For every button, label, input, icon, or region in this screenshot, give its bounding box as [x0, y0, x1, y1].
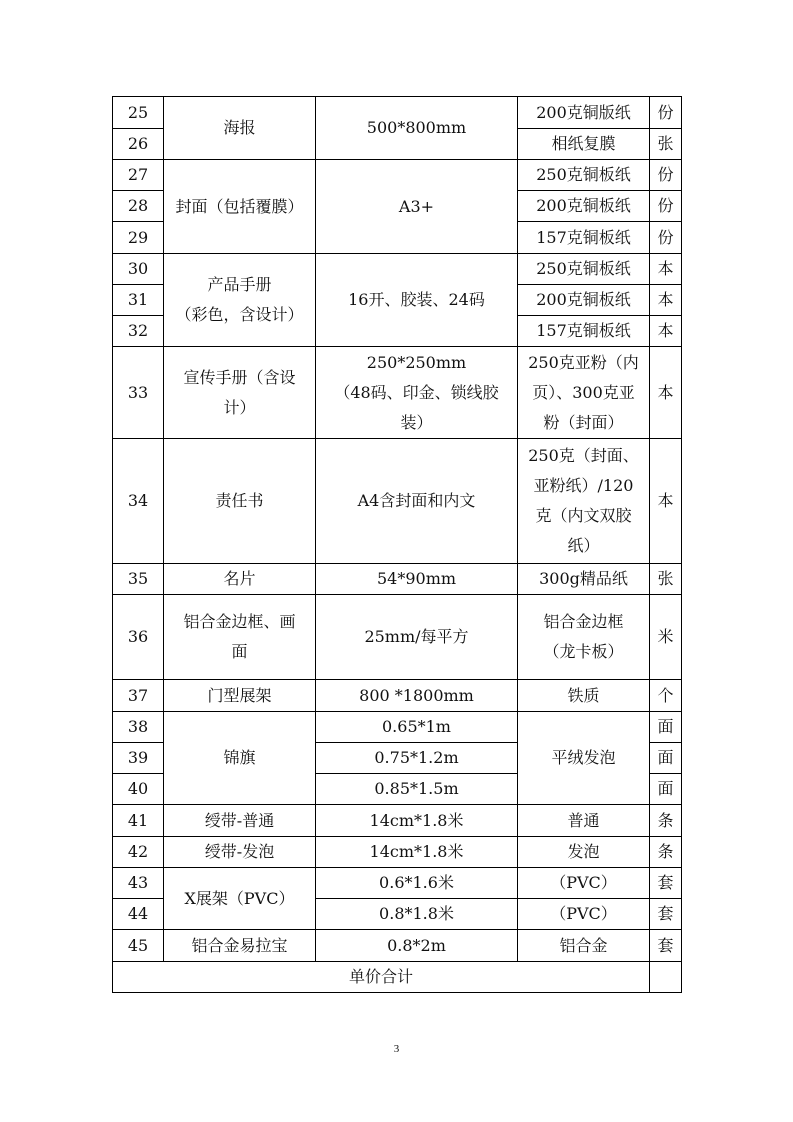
item-name: 海报 [164, 97, 316, 160]
table-row [113, 439, 682, 564]
item-unit: 面 [650, 774, 682, 805]
item-material: 200克铜版纸 [518, 97, 650, 129]
table-row [113, 595, 682, 680]
item-unit: 份 [650, 160, 682, 191]
table-row [113, 930, 682, 962]
item-material: 250克（封面、 亚粉纸）/120 克（内文双胶 纸） [518, 439, 650, 564]
item-material: 铁质 [518, 680, 650, 712]
item-spec: A3+ [316, 160, 518, 254]
item-unit: 本 [650, 285, 682, 316]
row-number: 33 [113, 347, 164, 439]
item-spec: 0.75*1.2m [316, 743, 518, 774]
item-unit: 本 [650, 316, 682, 347]
item-material: （PVC） [518, 899, 650, 930]
item-spec: 0.65*1m [316, 712, 518, 743]
row-number: 42 [113, 837, 164, 868]
item-unit: 米 [650, 595, 682, 680]
item-spec: 500*800mm [316, 97, 518, 160]
item-unit: 条 [650, 837, 682, 868]
price-table [112, 96, 682, 993]
row-number: 31 [113, 285, 164, 316]
row-number: 35 [113, 564, 164, 595]
item-name: 产品手册 （彩色，含设计） [164, 254, 316, 347]
item-material: 250克铜板纸 [518, 254, 650, 285]
item-spec: 25mm/每平方 [316, 595, 518, 680]
table-row [113, 97, 682, 129]
item-unit: 套 [650, 899, 682, 930]
item-material: 250克铜板纸 [518, 160, 650, 191]
item-unit: 套 [650, 930, 682, 962]
total-label: 单价合计 [113, 962, 650, 993]
row-number: 32 [113, 316, 164, 347]
row-number: 30 [113, 254, 164, 285]
item-name: 绶带-普通 [164, 805, 316, 837]
item-unit: 本 [650, 439, 682, 564]
item-material: 200克铜板纸 [518, 285, 650, 316]
table-row [113, 868, 682, 899]
row-number: 28 [113, 191, 164, 222]
item-unit: 份 [650, 191, 682, 222]
item-spec: 0.8*1.8米 [316, 899, 518, 930]
item-unit: 份 [650, 97, 682, 129]
item-spec: 800 *1800mm [316, 680, 518, 712]
row-number: 25 [113, 97, 164, 129]
item-name: 绶带-发泡 [164, 837, 316, 868]
row-number: 34 [113, 439, 164, 564]
item-unit: 本 [650, 254, 682, 285]
item-unit: 套 [650, 868, 682, 899]
page-number: 3 [393, 1043, 400, 1055]
item-material: 相纸复膜 [518, 129, 650, 160]
item-material: 铝合金边框 （龙卡板） [518, 595, 650, 680]
item-unit: 份 [650, 222, 682, 254]
item-material: 300g精品纸 [518, 564, 650, 595]
row-number: 36 [113, 595, 164, 680]
item-material: 200克铜板纸 [518, 191, 650, 222]
item-spec: 0.8*2m [316, 930, 518, 962]
item-material: （PVC） [518, 868, 650, 899]
item-name: 封面（包括覆膜） [164, 160, 316, 254]
table-row [113, 712, 682, 743]
item-name: 铝合金易拉宝 [164, 930, 316, 962]
row-number: 43 [113, 868, 164, 899]
item-name: 锦旗 [164, 712, 316, 805]
item-name: X展架（PVC） [164, 868, 316, 930]
item-spec: 14cm*1.8米 [316, 805, 518, 837]
item-unit: 张 [650, 129, 682, 160]
item-unit: 个 [650, 680, 682, 712]
item-spec: 0.85*1.5m [316, 774, 518, 805]
row-number: 40 [113, 774, 164, 805]
item-material: 157克铜板纸 [518, 316, 650, 347]
table-row [113, 564, 682, 595]
row-number: 29 [113, 222, 164, 254]
item-spec: 250*250mm （48码、印金、锁线胶 装） [316, 347, 518, 439]
item-unit: 张 [650, 564, 682, 595]
table-row [113, 805, 682, 837]
item-unit: 条 [650, 805, 682, 837]
item-unit: 面 [650, 743, 682, 774]
row-number: 37 [113, 680, 164, 712]
row-number: 41 [113, 805, 164, 837]
item-name: 宣传手册（含设 计） [164, 347, 316, 439]
row-number: 26 [113, 129, 164, 160]
item-spec: 14cm*1.8米 [316, 837, 518, 868]
table-row [113, 837, 682, 868]
item-unit: 面 [650, 712, 682, 743]
item-name: 门型展架 [164, 680, 316, 712]
item-material: 157克铜板纸 [518, 222, 650, 254]
table-row [113, 680, 682, 712]
total-value [650, 962, 682, 993]
row-number: 27 [113, 160, 164, 191]
item-name: 铝合金边框、画 面 [164, 595, 316, 680]
row-number: 45 [113, 930, 164, 962]
row-number: 39 [113, 743, 164, 774]
item-name: 名片 [164, 564, 316, 595]
item-material: 发泡 [518, 837, 650, 868]
item-material: 普通 [518, 805, 650, 837]
item-name: 责任书 [164, 439, 316, 564]
table-row [113, 160, 682, 191]
row-number: 38 [113, 712, 164, 743]
item-spec: 16开、胶装、24码 [316, 254, 518, 347]
table-row [113, 347, 682, 439]
item-material: 平绒发泡 [518, 712, 650, 805]
item-unit: 本 [650, 347, 682, 439]
row-number: 44 [113, 899, 164, 930]
item-material: 250克亚粉（内 页）、300克亚 粉（封面） [518, 347, 650, 439]
item-spec: A4含封面和内文 [316, 439, 518, 564]
total-row [113, 962, 682, 993]
item-spec: 0.6*1.6米 [316, 868, 518, 899]
item-spec: 54*90mm [316, 564, 518, 595]
table-row [113, 254, 682, 285]
item-material: 铝合金 [518, 930, 650, 962]
